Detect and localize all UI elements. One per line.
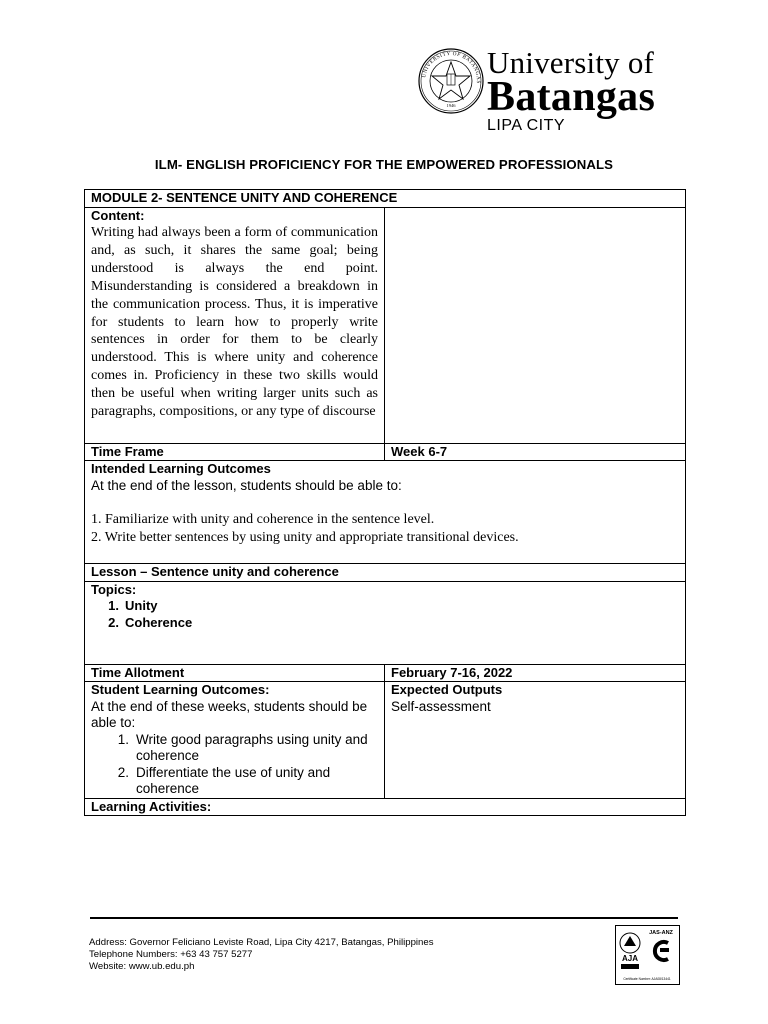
table-row [85,443,686,461]
expected-outputs-label: Expected Outputs [391,682,503,697]
ilo-intro: At the end of the lesson, students should be able to: [91,477,402,493]
module-title: MODULE 2- SENTENCE UNITY AND COHERENCE [85,190,686,208]
university-seal-logo [418,48,484,114]
svg-text:JAS-ANZ: JAS-ANZ [649,930,673,936]
module-table [84,189,686,816]
time-frame-label: Time Frame [85,443,385,461]
time-allotment-value: February 7-16, 2022 [385,664,686,682]
table-row [85,581,686,664]
topics-cell [85,581,686,664]
slo-intro: At the end of these weeks, students should be able to: [91,698,368,730]
topics-label: Topics: [91,581,137,597]
footer-address-line: Address: Governor Feliciano Leviste Road, Lipa City 4217, Batangas, Philippines [89,937,434,948]
list-item: 1. Unity [108,598,158,613]
certification-badge [615,925,680,985]
list-item: 2. Differentiate the use of unity and coherence [117,764,331,796]
footer-website-line: Website: www.ub.edu.ph [89,961,195,972]
svg-text:AJA: AJA [621,954,639,963]
topics-list [91,598,679,631]
slo-list [91,732,378,798]
list-item: 2. Coherence [108,614,193,630]
lesson-label: Lesson – Sentence unity and coherence [85,564,686,582]
table-row [85,798,686,816]
ilo-label: Intended Learning Outcomes [91,461,271,476]
svg-text:1946: 1946 [446,103,456,108]
list-item: 1. Write good paragraphs using unity and coherence [117,731,368,763]
expected-outputs-cell [385,682,686,799]
university-wordmark [487,47,655,134]
table-row [85,664,686,682]
footer-contact [89,937,434,973]
table-row [85,461,686,564]
time-frame-value: Week 6-7 [385,443,686,461]
ilo-cell [85,461,686,564]
table-row [85,682,686,799]
footer-divider [90,917,678,919]
table-row [85,207,686,443]
table-row [85,564,686,582]
slo-cell [85,682,385,799]
content-cell [85,207,385,443]
table-row [85,190,686,208]
empty-cell [385,207,686,443]
slo-label: Student Learning Outcomes: [91,682,270,697]
list-item: 2. Write better sentences by using unity and appropriate transitional devices. [91,529,519,545]
list-item: 1. Familiarize with unity and coherence in the sentence level. [91,512,435,527]
logo-line-batangas: Batangas [487,74,656,120]
expected-outputs-value: Self-assessment [391,698,491,714]
footer-telephone-line: Telephone Numbers: +63 43 757 5277 [89,949,253,960]
content-text: Writing had always been a form of communication and, as such, it shares the same goal; being understood is always the end point. Misunderstanding is considered a breakdown in the communication process. Thus, it is imperative for students to learn how to properly write sentences in order for them to be clearly understood. This is where unity and coherence comes in. Proficiency in these two skills would then be useful when writing larger units such as paragraphs, compositions, or any type of discourse [91,225,378,420]
document-title: ILM- ENGLISH PROFICIENCY FOR THE EMPOWERED PROFESSIONALS [154,157,614,172]
logo-line-university-of: University of [487,45,655,80]
svg-text:UNIVERSITY OF BATANGAS: UNIVERSITY OF BATANGAS [421,50,482,85]
time-allotment-label: Time Allotment [85,664,385,682]
certification-logo-icon [616,926,679,984]
content-label: Content: [91,207,145,223]
logo-line-lipa-city: LIPA CITY [487,117,566,134]
ilo-list [91,511,679,547]
learning-activities-label: Learning Activities: [85,798,686,816]
svg-text:Certificate Number: AJA08/1344: Certificate Number: AJA08/13441 [623,977,671,981]
